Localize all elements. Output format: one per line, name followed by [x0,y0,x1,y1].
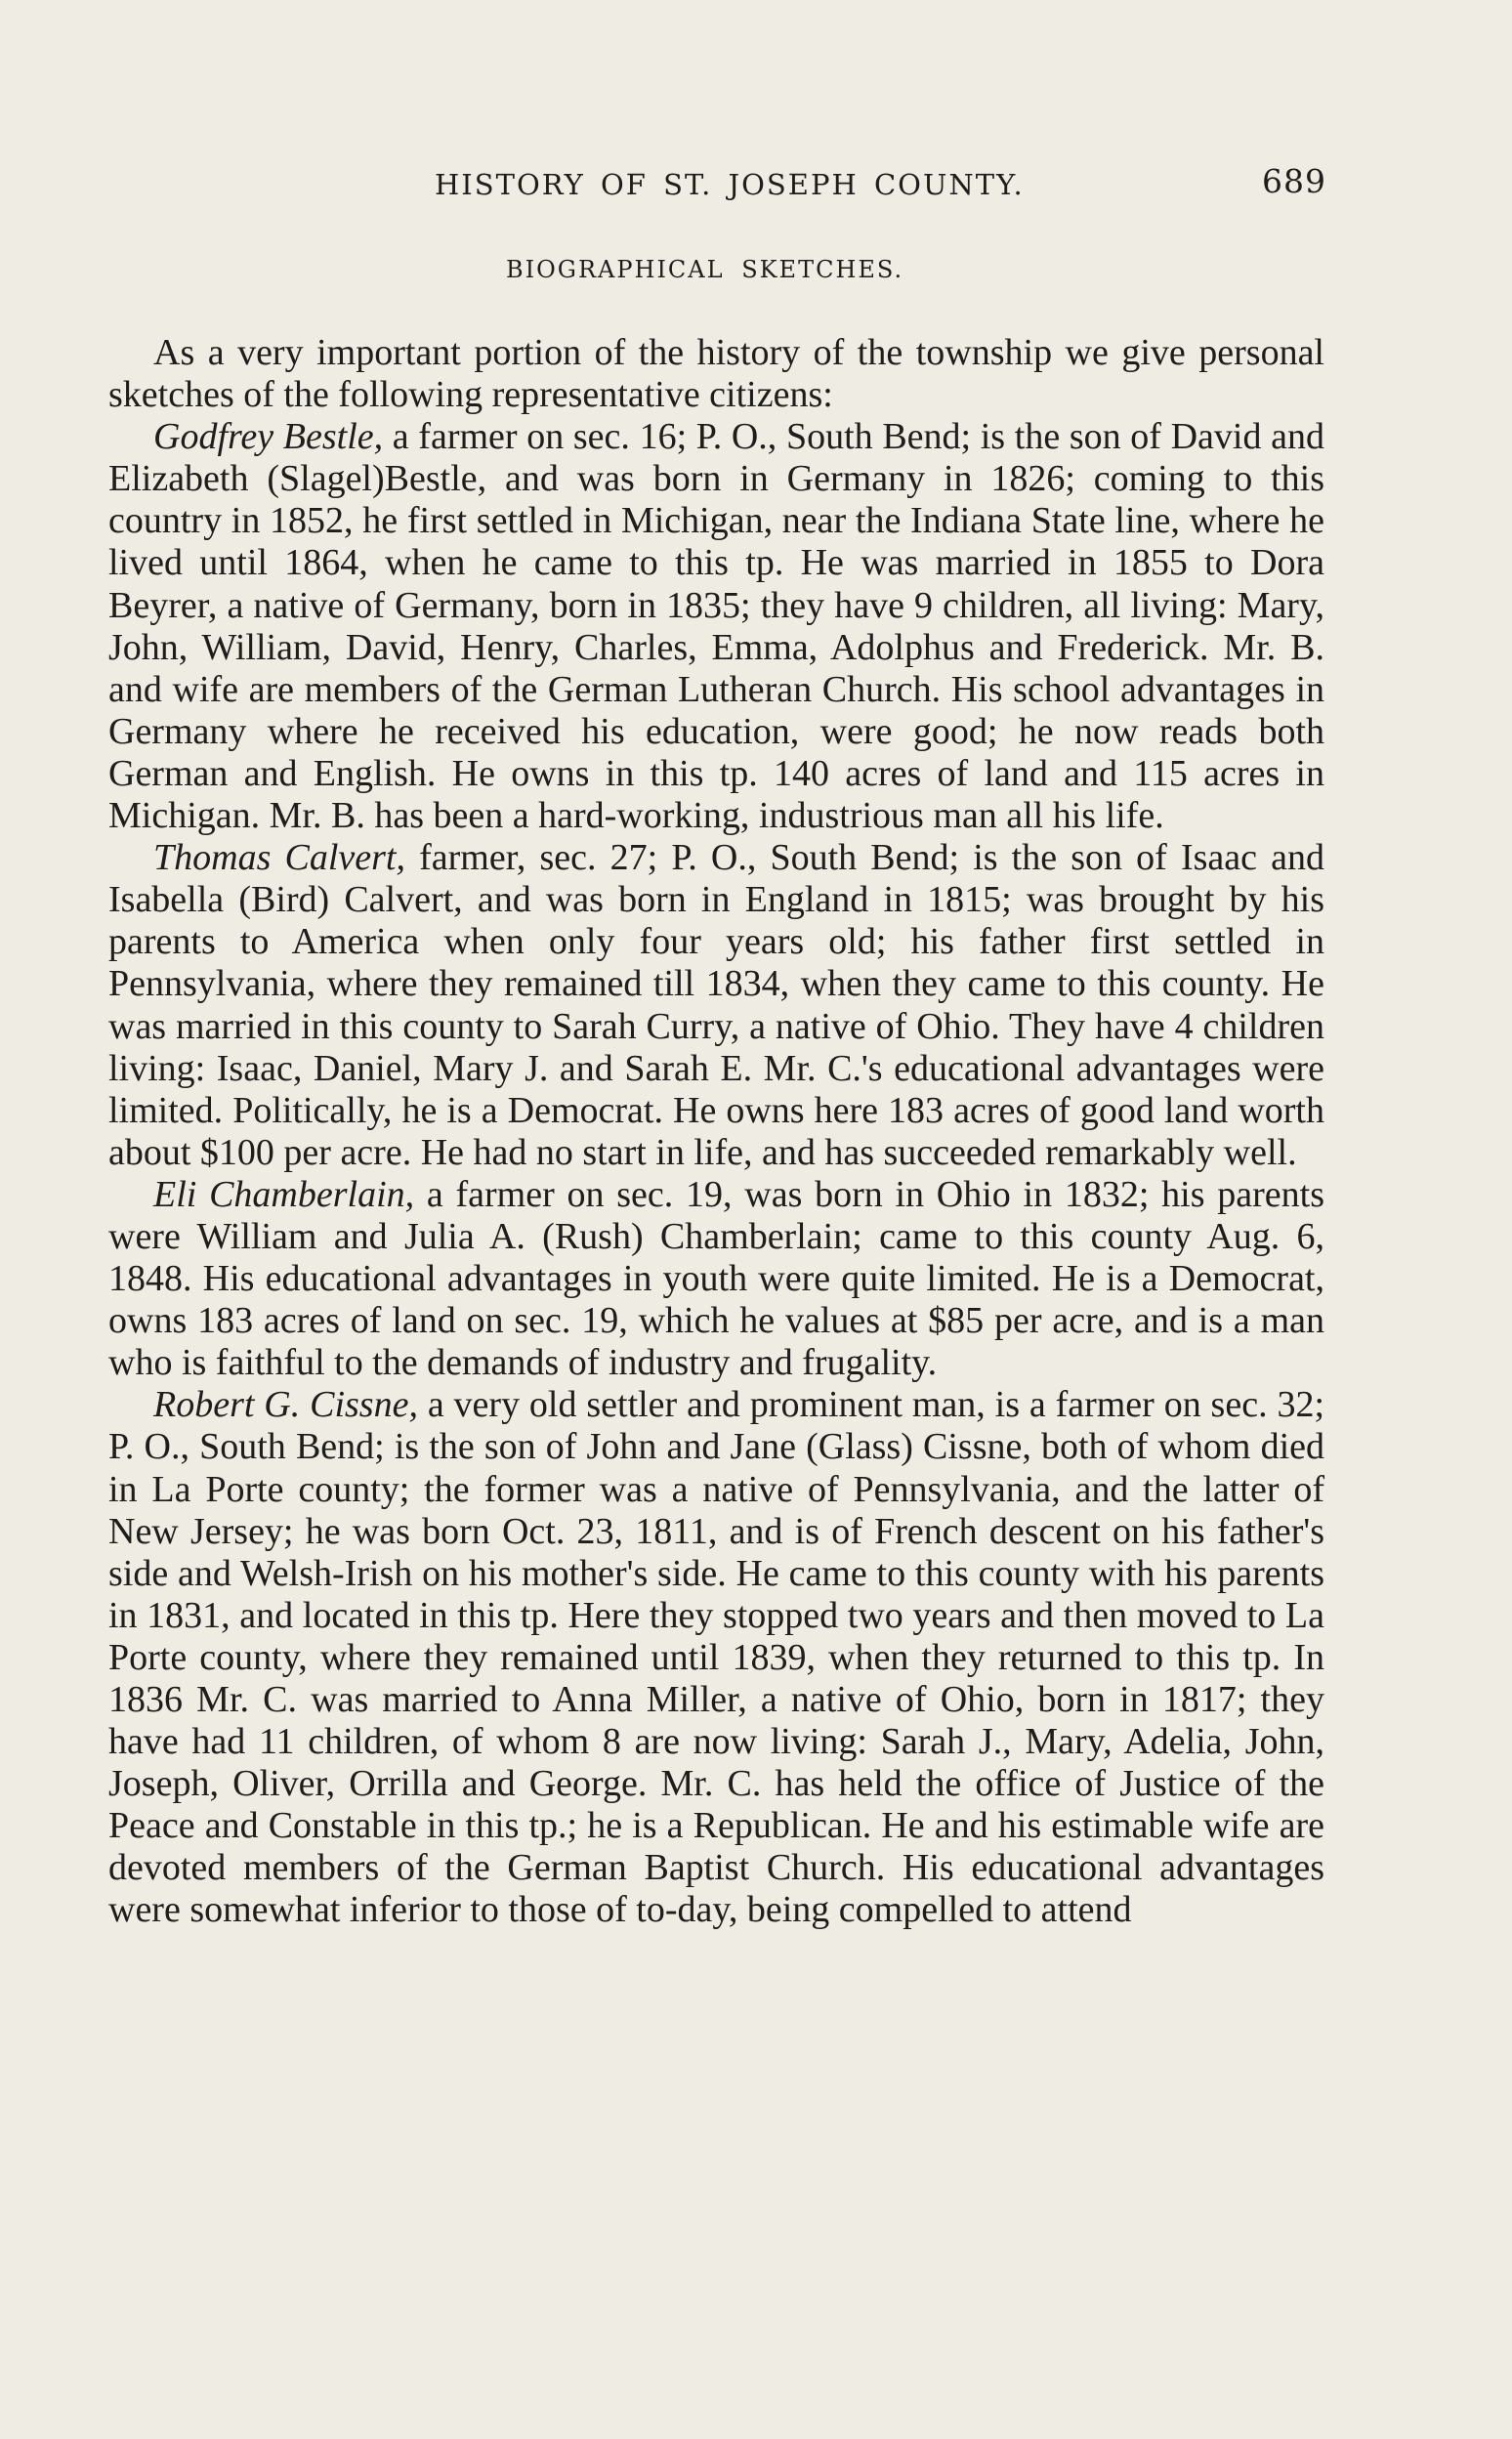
person-name: Godfrey Bestle, [153,416,384,458]
sketch-paragraph [108,1384,1324,1931]
sketch-paragraph [108,416,1324,837]
sketch-text: a farmer on sec. 19, was born in Ohio in 1832; his parents were William and Julia A. (Rush) Chamberlain; came to this county Aug. 6, 1848. His educational advantages in youth were quite limited. He is a Democrat, owns 183 acres of land on sec. 19, which he values at $85 per acre, and is a man who is faithful to the demands of industry and frugality. [108,1173,1324,1384]
sketch-paragraph [108,1174,1324,1384]
section-title: BIOGRAPHICAL SKETCHES. [506,256,904,283]
sketch-text: a farmer on sec. 16; P. O., South Bend; is the son of David and Elizabeth (Slagel)Bestle, and was born in Germany in 1826; coming to this country in 1852, he first settled in Michigan, near the Indiana State line, where he lived until 1864, when he came to this tp. He was married in 1855 to Dora Beyrer, a native of Germany, born in 1835; they have 9 children, all living: Mary, John, William, David, Henry, Charles, Emma, Adolphus and Frederick. Mr. B. and wife are members of the German Lutheran Church. His school advantages in Germany where he received his education, were good; he now reads both German and English. He owns in this tp. 140 acres of land and 115 acres in Michigan. Mr. B. has been a hard-working, industrious man all his life. [108,416,1324,837]
sketch-text: a very old settler and prominent man, is a farmer on sec. 32; P. O., South Bend; is the son of John and Jane (Glass) Cissne, both of whom died in La Porte county; the former was a native of Pennsylvania, and the latter of New Jersey; he was born Oct. 23, 1811, and is of French descent on his father's side and Welsh-Irish on his mother's side. He came to this county with his parents in 1831, and located in this tp. Here they stopped two years and then moved to La Porte county, where they remained until 1839, when they returned to this tp. In 1836 Mr. C. was married to Anna Miller, a native of Ohio, born in 1817; they have had 11 children, of whom 8 are now living: Sarah J., Mary, Adelia, John, Joseph, Oliver, Orrilla and George. Mr. C. has held the office of Justice of the Peace and Constable in this tp.; he is a Republican. He and his estimable wife are devoted members of the German Baptist Church. His educational advantages were somewhat inferior to those of to-day, being compelled to attend [108,1384,1324,1931]
person-name: Eli Chamberlain, [153,1173,415,1215]
page-number: 689 [1262,162,1326,200]
body-text [108,332,1324,1932]
sketch-paragraph [108,837,1324,1174]
intro-paragraph: As a very important portion of the history of the township we give personal sketches of the following representative citizens: [108,332,1324,416]
running-head: HISTORY OF ST. JOSEPH COUNTY. [435,168,1025,201]
sketch-text: farmer, sec. 27; P. O., South Bend; is the son of Isaac and Isabella (Bird) Calvert, and was born in England in 1815; was brought by his parents to America when only four years old; his father first settled in Pennsylvania, where they remained till 1834, when they came to this county. He was married in this county to Sarah Curry, a native of Ohio. They have 4 children living: Isaac, Daniel, Mary J. and Sarah E. Mr. C.'s educational advantages were limited. Politically, he is a Democrat. He owns here 183 acres of good land worth about $100 per acre. He had no start in life, and has succeeded remarkably well. [108,837,1324,1173]
person-name: Robert G. Cissne, [153,1384,418,1426]
person-name: Thomas Calvert, [153,837,405,879]
